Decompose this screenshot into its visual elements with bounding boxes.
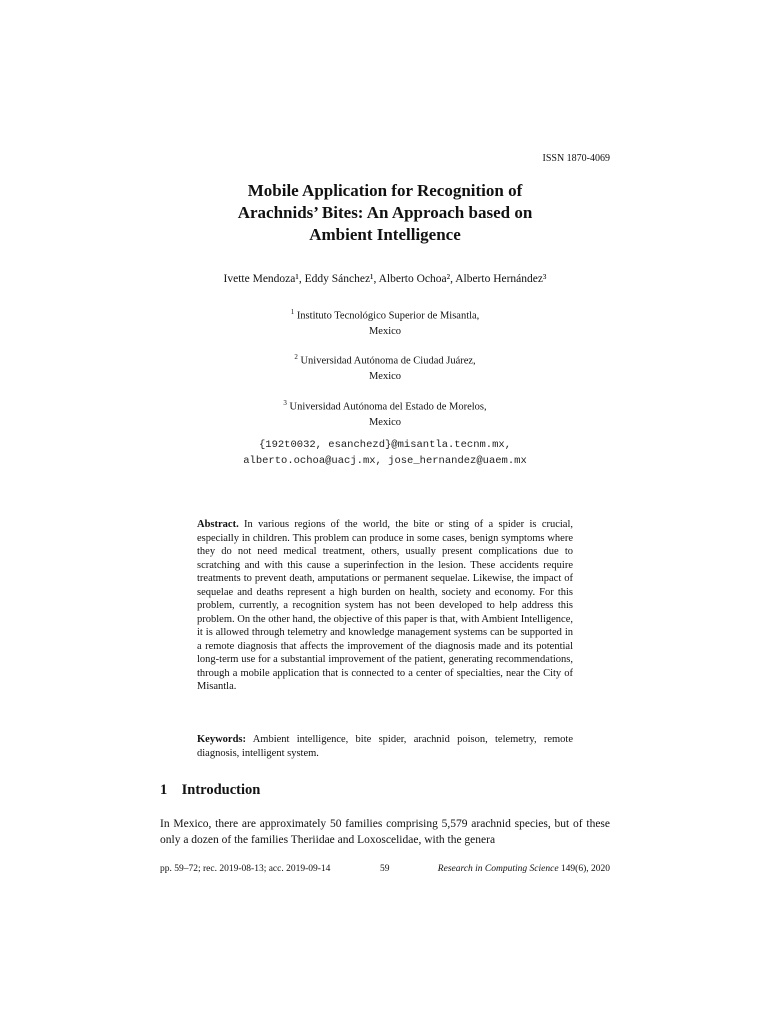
affiliation-name: Universidad Autónoma del Estado de Morelos, xyxy=(289,401,487,413)
affiliation-name: Universidad Autónoma de Ciudad Juárez, xyxy=(300,355,476,367)
intro-paragraph: In Mexico, there are approximately 50 families comprising 5,579 arachnid species, but of these only a dozen of the families Theriidae and Loxoscelidae, with the genera xyxy=(160,818,610,846)
affiliation-number: 3 xyxy=(283,399,287,407)
author-emails xyxy=(160,437,610,469)
affiliation-number: 2 xyxy=(294,353,298,361)
affiliation-number: 1 xyxy=(290,308,295,316)
section-title: Introduction xyxy=(181,782,261,798)
footer-pages: pp. 59–72; rec. 2019-08-13; acc. 2019-09-14 xyxy=(160,864,331,874)
title-line: Arachnids’ Bites: An Approach based on xyxy=(237,203,533,222)
keywords xyxy=(197,733,573,761)
affiliation-country: Mexico xyxy=(368,325,402,337)
abstract-label: Abstract. xyxy=(197,519,239,530)
affiliation-2 xyxy=(160,350,610,384)
email-line: {192t0032, esanchezd}@misantla.tecnm.mx, xyxy=(258,439,512,451)
keywords-text: Ambient intelligence, bite spider, arachnid poison, telemetry, remote diagnosis, intelligent system. xyxy=(197,734,573,759)
affiliation-3 xyxy=(160,396,610,430)
footer-journal xyxy=(438,864,610,874)
affiliation-name: Instituto Tecnológico Superior de Misantla, xyxy=(296,310,480,322)
journal-name: Research in Computing Science xyxy=(437,864,559,874)
section-heading xyxy=(160,782,260,799)
email-line: alberto.ochoa@uacj.mx, jose_hernandez@uaem.mx xyxy=(243,455,527,467)
section-number: 1 xyxy=(160,782,168,798)
page-number: 59 xyxy=(380,864,390,874)
journal-volume: 149(6), 2020 xyxy=(560,864,610,874)
paper-title xyxy=(160,180,610,246)
affiliation-country: Mexico xyxy=(368,416,402,428)
issn: ISSN 1870-4069 xyxy=(542,153,610,164)
affiliation-country: Mexico xyxy=(368,370,402,382)
author-list: Ivette Mendoza¹, Eddy Sánchez¹, Alberto Ochoa², Alberto Hernández³ xyxy=(223,273,547,285)
affiliation-1 xyxy=(160,305,610,339)
keywords-label: Keywords: xyxy=(197,734,246,745)
title-line: Ambient Intelligence xyxy=(309,225,461,244)
abstract-text: In various regions of the world, the bite or sting of a spider is crucial, especially in children. This problem can produce in some cases, benign symptoms where they do not need medical treatment, others, usually present complications due to scratching and with this cause a superinfection in the lesion. These accidents require treatments to prevent death, amputations or permanent sequelae. Likewise, the impact of sequelae and deaths represent a high burden on health, society and economy. For this problem, currently, a recognition system has not been developed to help address this problem. On the other hand, the objective of this paper is that, with Ambient Intelligence, it is allowed through telemetry and knowledge management systems can be supported in a remote diagnosis that affects the improvement of the diagnosis made and its potential long-term use for a substantial improvement of the patient, generating recommendations, through a mobile application that is connected to a center of specialties, near the City of Misantla. xyxy=(197,519,574,692)
title-line: Mobile Application for Recognition of xyxy=(247,181,523,200)
abstract xyxy=(197,518,573,694)
